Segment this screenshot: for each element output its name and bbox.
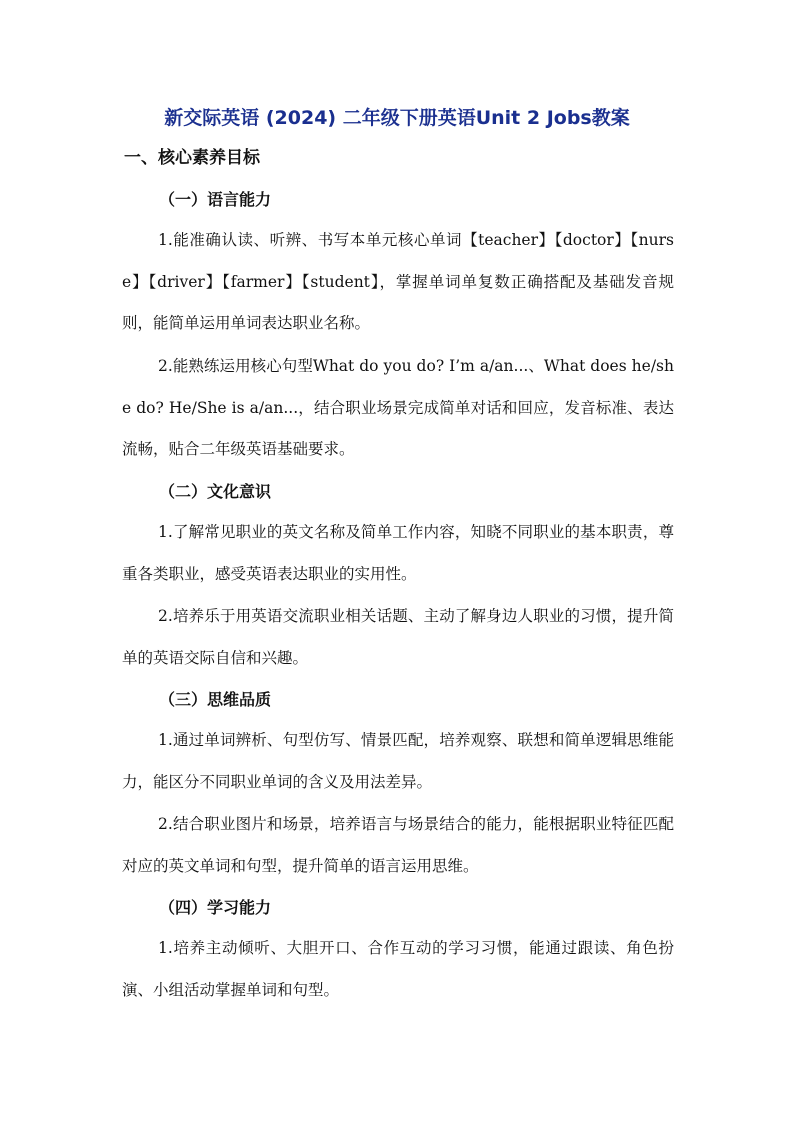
subheading-learning-ability: （四）学习能力 (159, 898, 272, 917)
paragraph-thinking-2: 2.结合职业图片和场景，培养语言与场景结合的能力，能根据职业特征匹配对应的英文单词和句型，提升简单的语言运用思维。 (122, 815, 674, 875)
paragraph-culture-1: 1.了解常见职业的英文名称及简单工作内容，知晓不同职业的基本职责，尊重各类职业，感受英语表达职业的实用性。 (122, 523, 674, 583)
subheading-cultural-awareness: （二）文化意识 (159, 482, 272, 501)
subheading-thinking-quality: （三）思维品质 (159, 690, 272, 709)
paragraph-language-2: 2.能熟练运用核心句型What do you do? I’m a/an...、What does he/she do? He/She is a/an...，结合职业场景完成简单对话和回应，发音标准、表达流畅，贴合二年级英语基础要求。 (122, 357, 674, 458)
paragraph-culture-2: 2.培养乐于用英语交流职业相关话题、主动了解身边人职业的习惯，提升简单的英语交际自信和兴趣。 (122, 607, 674, 667)
paragraph-learning-1: 1.培养主动倾听、大胆开口、合作互动的学习习惯，能通过跟读、角色扮演、小组活动掌握单词和句型。 (122, 939, 674, 999)
paragraph-thinking-1: 1.通过单词辨析、句型仿写、情景匹配，培养观察、联想和简单逻辑思维能力，能区分不同职业单词的含义及用法差异。 (122, 731, 674, 791)
paragraph-language-1: 1.能准确认读、听辨、书写本单元核心单词【teacher】【doctor】【nurse】【driver】【farmer】【student】，掌握单词单复数正确搭配及基础发音规则，能简单运用单词表达职业名称。 (122, 231, 674, 332)
section-heading-core-goals: 一、核心素养目标 (124, 148, 260, 168)
subheading-language-ability: （一）语言能力 (159, 190, 272, 209)
document-title: 新交际英语 (2024) 二年级下册英语Unit 2 Jobs教案 (164, 107, 630, 129)
